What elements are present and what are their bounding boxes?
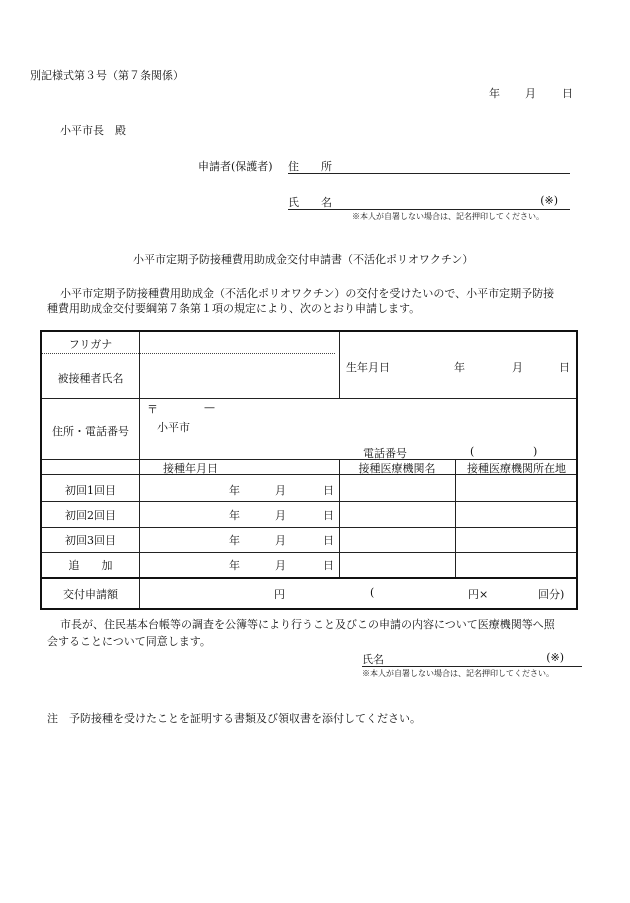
divider (339, 332, 340, 398)
application-table (40, 330, 578, 610)
amount-yen: 円 (274, 588, 285, 601)
address-label: 住 所 (288, 160, 332, 173)
city-text: 小平市 (157, 421, 190, 434)
phone-label: 電話番号 (363, 447, 407, 460)
row-day: 日 (323, 484, 334, 497)
date-day-label: 日 (562, 87, 573, 100)
seal-mark: (※) (540, 194, 558, 207)
consent-name-label: 氏名 (362, 653, 384, 666)
date-year-label: 年 (489, 87, 500, 100)
consent-name-field[interactable] (362, 651, 582, 667)
furigana-input[interactable] (140, 332, 338, 353)
row-month: 月 (275, 509, 286, 522)
postal-mark: 〒 (147, 403, 158, 416)
amount-input[interactable] (140, 579, 578, 609)
row-month: 月 (275, 484, 286, 497)
row-label: 初回2回目 (65, 509, 116, 522)
footnote: 注 予防接種を受けたことを証明する書類及び領収書を添付してください。 (47, 712, 421, 725)
intro-line-1: 小平市定期予防接種費用助成金（不活化ポリオワクチン）の交付を受けたいので、小平市定期予防接 (60, 287, 555, 300)
addressee: 小平市長 殿 (60, 124, 126, 137)
address-phone-label: 住所・電話番号 (52, 425, 129, 438)
form-number: 別記様式第３号（第７条関係） (30, 69, 184, 82)
name-field[interactable] (288, 194, 570, 210)
consent-line-1: 市長が、住民基本台帳等の調査を公簿等により行うこと及びこの申請の内容について医療機関等へ照 (60, 618, 555, 631)
applicant-label: 申請者(保護者) (198, 160, 273, 173)
name-label: 氏 名 (288, 196, 332, 209)
date-month-label: 月 (525, 87, 536, 100)
birth-label: 生年月日 (346, 361, 390, 374)
phone-close: ) (533, 445, 538, 458)
row-year: 年 (229, 484, 240, 497)
divider (42, 501, 576, 502)
amount-yen-times: 円× (468, 588, 489, 601)
amount-label: 交付申請額 (63, 588, 118, 601)
applicant-note: ※本人が自署しない場合は、記名押印してください。 (352, 212, 544, 221)
divider (42, 527, 576, 528)
row-label: 追 加 (68, 559, 113, 572)
birth-month: 月 (512, 361, 523, 374)
consent-note: ※本人が自署しない場合は、記名押印してください。 (362, 669, 554, 678)
postal-dash: — (204, 401, 215, 414)
patient-name-label: 被接種者氏名 (57, 372, 124, 385)
furigana-label: フリガナ (68, 338, 113, 351)
divider (42, 552, 576, 553)
amount-open: ( (370, 586, 375, 599)
col-location-header: 接種医療機関所在地 (467, 462, 566, 475)
consent-seal: (※) (546, 651, 564, 664)
row-year: 年 (229, 509, 240, 522)
row-year: 年 (229, 534, 240, 547)
col-date-header: 接種年月日 (163, 462, 218, 475)
page-title: 小平市定期予防接種費用助成金交付申請書（不活化ポリオワクチン） (133, 253, 474, 266)
row-year: 年 (229, 559, 240, 572)
row-day: 日 (323, 559, 334, 572)
col-clinic-header: 接種医療機関名 (358, 462, 436, 475)
birth-year: 年 (454, 361, 465, 374)
row-month: 月 (275, 559, 286, 572)
patient-name-input[interactable] (140, 354, 338, 398)
birth-day: 日 (559, 361, 570, 374)
row-label: 初回3回目 (65, 534, 116, 547)
consent-line-2: 会することについて同意します。 (47, 635, 211, 648)
divider (339, 459, 340, 579)
row-label: 初回1回目 (65, 484, 116, 497)
row-day: 日 (323, 509, 334, 522)
row-month: 月 (275, 534, 286, 547)
address-field[interactable] (288, 158, 570, 174)
intro-line-2: 種費用助成金交付要綱第７条第１項の規定により、次のとおり申請します。 (47, 302, 421, 315)
amount-times-close: 回分) (538, 588, 565, 601)
row-day: 日 (323, 534, 334, 547)
divider (455, 459, 456, 579)
phone-open: ( (470, 445, 475, 458)
